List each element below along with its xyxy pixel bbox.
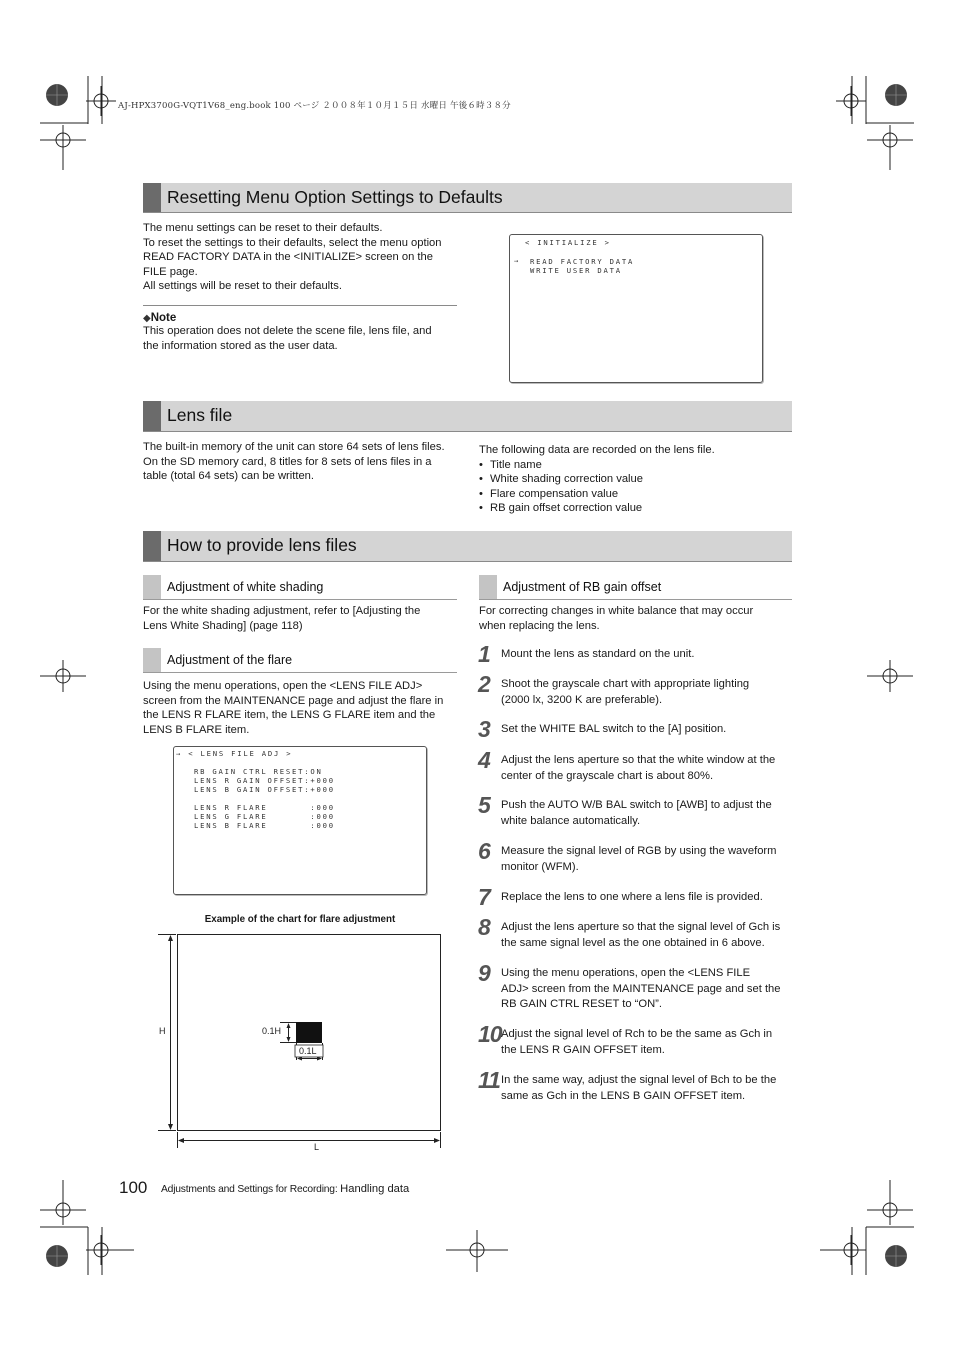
step-text: Set the WHITE BAL switch to the [A] position. [501,723,727,735]
text-line: All settings will be reset to their defaults. [143,280,342,293]
step-number: 2 [478,671,490,697]
text-line: table (total 64 sets) can be written. [143,470,315,483]
section-title: Resetting Menu Option Settings to Defaults [167,187,503,207]
text-line: Lens White Shading] (page 118) [143,619,303,632]
section-title: Lens file [167,405,233,425]
list-item: • RB gain offset correction value [479,501,793,516]
subheader-title: Adjustment of RB gain offset [503,580,662,594]
diamond-icon: ◆ [143,313,151,324]
screen-item: LENS B FLARE :000 [194,821,335,830]
screen-title: < INITIALIZE > [525,238,611,247]
initialize-screen [509,234,763,383]
white-shading-text [143,604,463,633]
step-text: Push the AUTO W/B BAL switch to [AWB] to adjust the white balance automatically. [501,799,772,827]
subheader-rb-gain [479,575,792,600]
flare-text [143,679,463,737]
subheader-title: Adjustment of white shading [167,580,324,594]
label-l: L [314,1142,320,1152]
step-text: Shoot the grayscale chart with appropriate lighting (2000 lx, 3200 K are preferable). [501,678,750,706]
note-title: Note [150,312,177,324]
text-line: This operation does not delete the scene file, lens file, and [143,325,432,337]
subheader-title: Adjustment of the flare [167,653,293,667]
lens-file-adj-screen [173,746,427,895]
list-intro: The following data are recorded on the lens file. [479,444,715,456]
divider [143,305,457,306]
text-line: the information stored as the user data. [143,339,338,352]
footer-chapter: Adjustments and Settings for Recording: [161,1184,338,1195]
page-number: 100 [119,1178,148,1197]
step-text: Adjust the lens aperture so that the signal level of Gch is the same signal level as the one obtained in 6 above. [501,921,781,949]
label-0-1h: 0.1H [262,1026,282,1036]
step-number: 10 [478,1021,502,1047]
note-body [143,324,463,353]
step-number: 5 [478,792,490,818]
flare-chart-diagram [150,928,450,1152]
screen-item: LENS B GAIN OFFSET:+000 [194,785,335,794]
screen-cursor-arrow: → [514,256,521,265]
subheader-flare [143,648,457,673]
screen-item: LENS R FLARE :000 [194,803,335,812]
text-line: screen from the MAINTENANCE page and adjust the flare in [143,694,444,707]
text-line: To reset the settings to their defaults, select the menu option [143,236,442,249]
text-line: The built-in memory of the unit can store 64 sets of lens files. [143,441,445,453]
text-line: Using the menu operations, open the <LENS FILE ADJ> [143,680,423,692]
step-text: Adjust the lens aperture so that the white window at the center of the grayscale chart is about 80%. [501,754,776,782]
text-line: when replacing the lens. [479,619,600,632]
subheader-tab [143,648,161,672]
reset-paragraph [143,221,463,294]
section-tab [143,531,161,561]
list-item: • White shading correction value [479,472,793,487]
text-line: On the SD memory card, 8 titles for 8 sets of lens files in a [143,455,432,468]
text-line: the LENS R FLARE item, the LENS G FLARE item and the [143,709,436,722]
text-line: The menu settings can be reset to their defaults. [143,222,383,234]
step-number: 11 [478,1067,500,1093]
step-text: Using the menu operations, open the <LENS FILE ADJ> screen from the MAINTENANCE page and set the RB GAIN CTRL RESET to “ON”. [501,967,781,1011]
section-title: How to provide lens files [167,535,357,555]
print-slug: AJ-HPX3700G-VQT1V68_eng.book 100 ページ ２００８年１０月１５日 水曜日 午後６時３８分 [118,101,511,111]
screen-item: WRITE USER DATA [530,266,622,275]
step-number: 1 [478,641,490,667]
footer-topic: Handling data [340,1183,410,1195]
subheader-tab [479,575,497,599]
text-line: READ FACTORY DATA in the <INITIALIZE> screen on the [143,251,433,264]
lens-file-data-list [479,443,793,516]
step-text: Mount the lens as standard on the unit. [501,648,695,660]
section-tab [143,401,161,431]
text-line: FILE page. [143,265,198,278]
step-number: 6 [478,838,490,864]
label-0-1l: 0.1L [299,1046,317,1056]
screen-item: RB GAIN CTRL RESET:ON [194,767,323,776]
screen-item: LENS R GAIN OFFSET:+000 [194,776,335,785]
text-line: For the white shading adjustment, refer to [Adjusting the [143,605,421,617]
step-number: 9 [478,960,490,986]
subheader-white-shading [143,575,457,600]
subheader-tab [143,575,161,599]
step-number: 8 [478,914,490,940]
footer-running-title [161,1183,409,1195]
lens-file-paragraph [143,440,473,484]
step-text: Measure the signal level of RGB by using the waveform monitor (WFM). [501,845,777,873]
text-line: For correcting changes in white balance that may occur [479,605,754,617]
step-text: Replace the lens to one where a lens file is provided. [501,891,763,903]
rb-gain-intro [479,604,799,633]
text-line: LENS B FLARE item. [143,723,250,736]
section-header-resetting [143,183,792,213]
black-patch [296,1022,322,1043]
screen-item: READ FACTORY DATA [530,257,635,266]
step-number: 3 [478,716,490,742]
list-item: • Flare compensation value [479,487,793,502]
section-header-lens-file [143,401,792,432]
chart-caption: Example of the chart for flare adjustment [204,914,396,925]
section-header-provide-lens-files [143,531,792,562]
label-h: H [159,1026,166,1036]
screen-title: → < LENS FILE ADJ > [176,749,293,758]
list-item: • Title name [479,458,793,473]
step-text: Adjust the signal level of Rch to be the same as Gch in the LENS R GAIN OFFSET item. [501,1028,773,1056]
screen-item: LENS G FLARE :000 [194,812,335,821]
step-text: In the same way, adjust the signal level of Bch to be the same as Gch in the LENS B GAIN OFFSET item. [501,1074,777,1102]
step-number: 4 [478,747,490,773]
section-tab [143,183,161,212]
step-number: 7 [478,884,490,910]
